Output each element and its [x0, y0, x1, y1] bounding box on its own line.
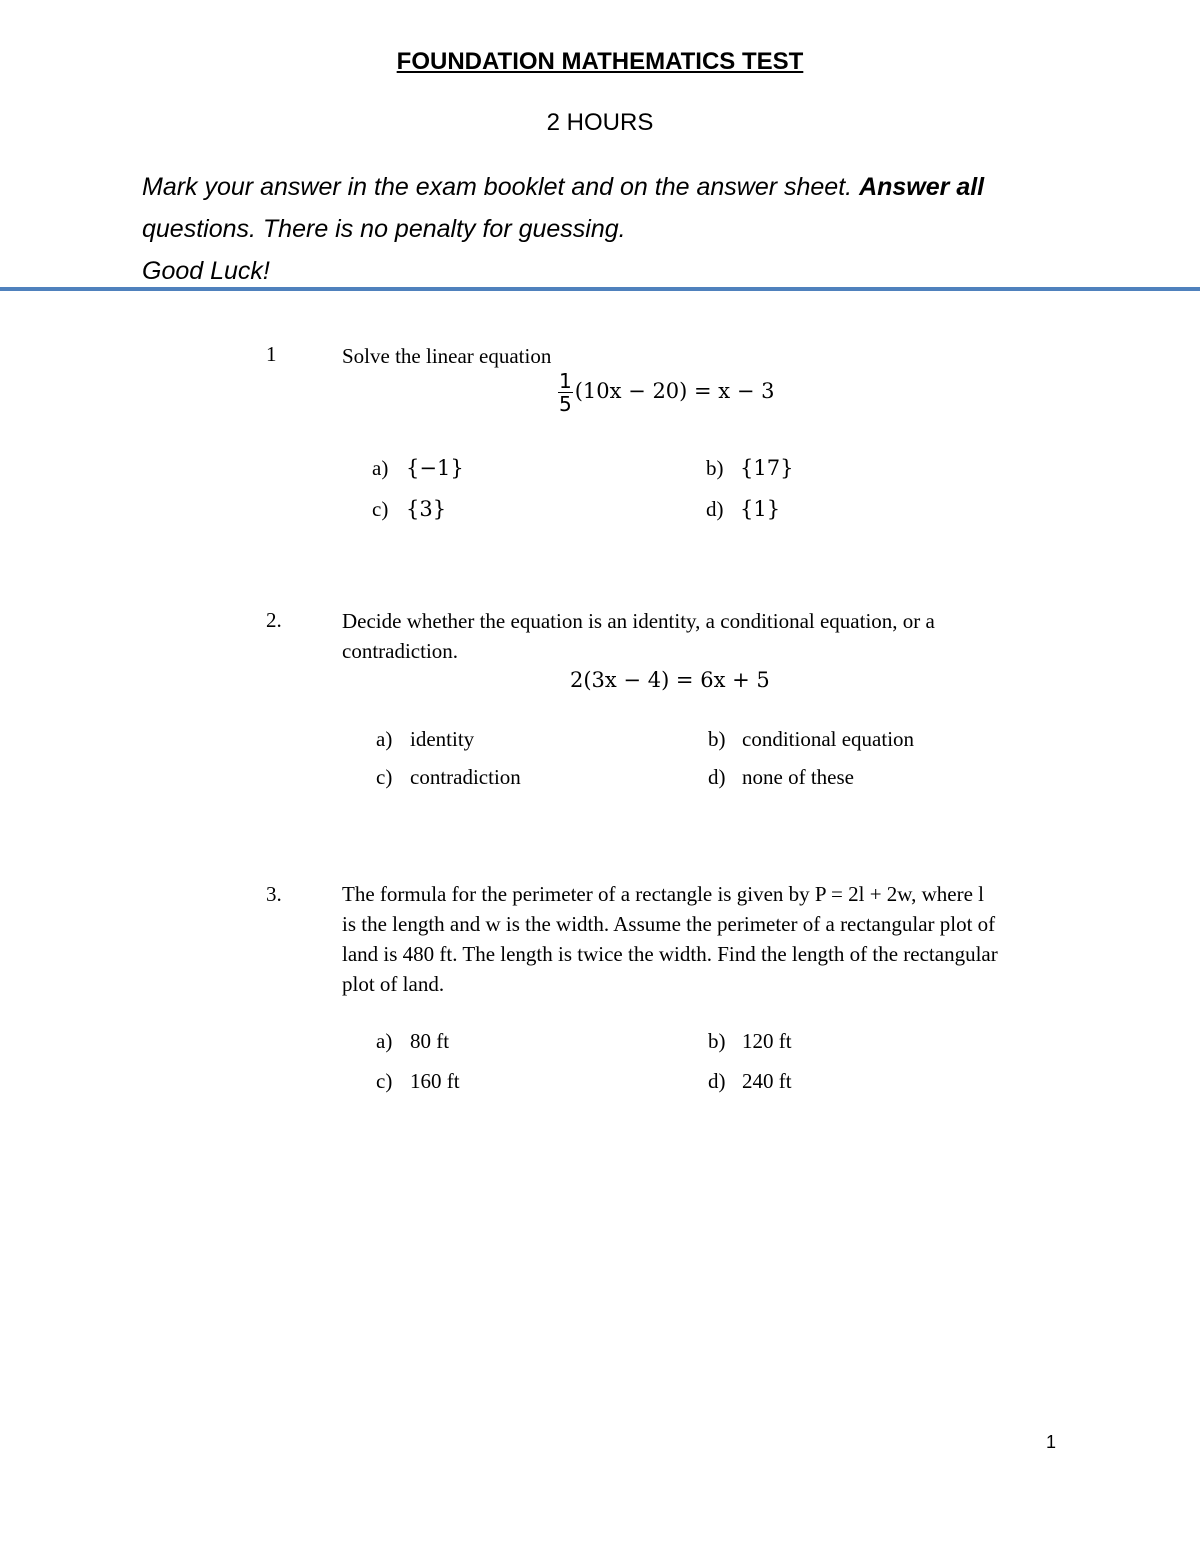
option-label: a) [376, 1029, 393, 1053]
option-label: a) [376, 727, 393, 751]
question-number: 2. [266, 608, 282, 632]
instructions-line-2: questions. There is no penalty for guessing. [142, 215, 626, 243]
option-text: conditional equation [742, 727, 915, 751]
option-b[interactable] [706, 456, 793, 481]
option-label: c) [376, 1069, 393, 1093]
option-label: a) [372, 456, 389, 480]
question-text: Decide whether the equation is an identity, a conditional equation, or a contradiction. [342, 609, 935, 663]
option-d[interactable] [706, 497, 780, 522]
instructions-line-3: Good Luck! [142, 257, 270, 285]
option-label: d) [708, 1069, 726, 1093]
option-c[interactable] [376, 1069, 460, 1094]
option-text: {3} [406, 497, 447, 521]
option-a[interactable] [372, 456, 464, 481]
option-text: {−1} [406, 456, 464, 480]
option-text: {1} [740, 497, 781, 521]
option-text: 240 ft [742, 1069, 792, 1093]
option-c[interactable] [372, 497, 446, 522]
option-a[interactable] [376, 1029, 449, 1054]
fraction [558, 370, 573, 415]
option-a[interactable] [376, 727, 474, 752]
test-title: FOUNDATION MATHEMATICS TEST [396, 48, 804, 75]
equation-body: (10x − 20) = x − 3 [574, 379, 775, 403]
fraction-denominator: 5 [559, 392, 572, 416]
option-label: d) [708, 765, 726, 789]
option-text: contradiction [410, 765, 521, 789]
option-label: b) [708, 727, 726, 751]
option-d[interactable] [708, 1069, 792, 1094]
instructions-line-1: Mark your answer in the exam booklet and on the answer sheet. [142, 173, 853, 201]
question-text: Solve the linear equation [342, 344, 552, 368]
fraction-numerator: 1 [559, 369, 572, 393]
option-b[interactable] [708, 727, 914, 752]
question-number: 1 [266, 342, 277, 366]
option-label: b) [708, 1029, 726, 1053]
page-number: 1 [1046, 1432, 1057, 1452]
option-text: 80 ft [410, 1029, 450, 1053]
instructions [142, 166, 1142, 292]
option-text: 160 ft [410, 1069, 460, 1093]
option-c[interactable] [376, 765, 521, 790]
option-label: b) [706, 456, 724, 480]
option-label: c) [372, 497, 389, 521]
option-text: none of these [742, 765, 854, 789]
option-d[interactable] [708, 765, 854, 790]
instructions-emphasis: Answer all [859, 173, 985, 201]
option-text: identity [410, 727, 475, 751]
option-text: 120 ft [742, 1029, 792, 1053]
option-label: c) [376, 765, 393, 789]
question-equation [558, 370, 774, 415]
test-duration: 2 HOURS [546, 109, 654, 136]
question-text: The formula for the perimeter of a rectangle is given by P = 2l + 2w, where l is the length and w is the width. Assume the perimeter of a rectangular plot of land is 480 ft. The length is twice the width. Find the length of the rectangular plot of land. [342, 882, 998, 996]
header-divider [0, 287, 1200, 291]
option-label: d) [706, 497, 724, 521]
option-b[interactable] [708, 1029, 792, 1054]
question-equation: 2(3x − 4) = 6x + 5 [570, 668, 770, 692]
option-text: {17} [740, 456, 794, 480]
question-number: 3. [266, 882, 282, 906]
